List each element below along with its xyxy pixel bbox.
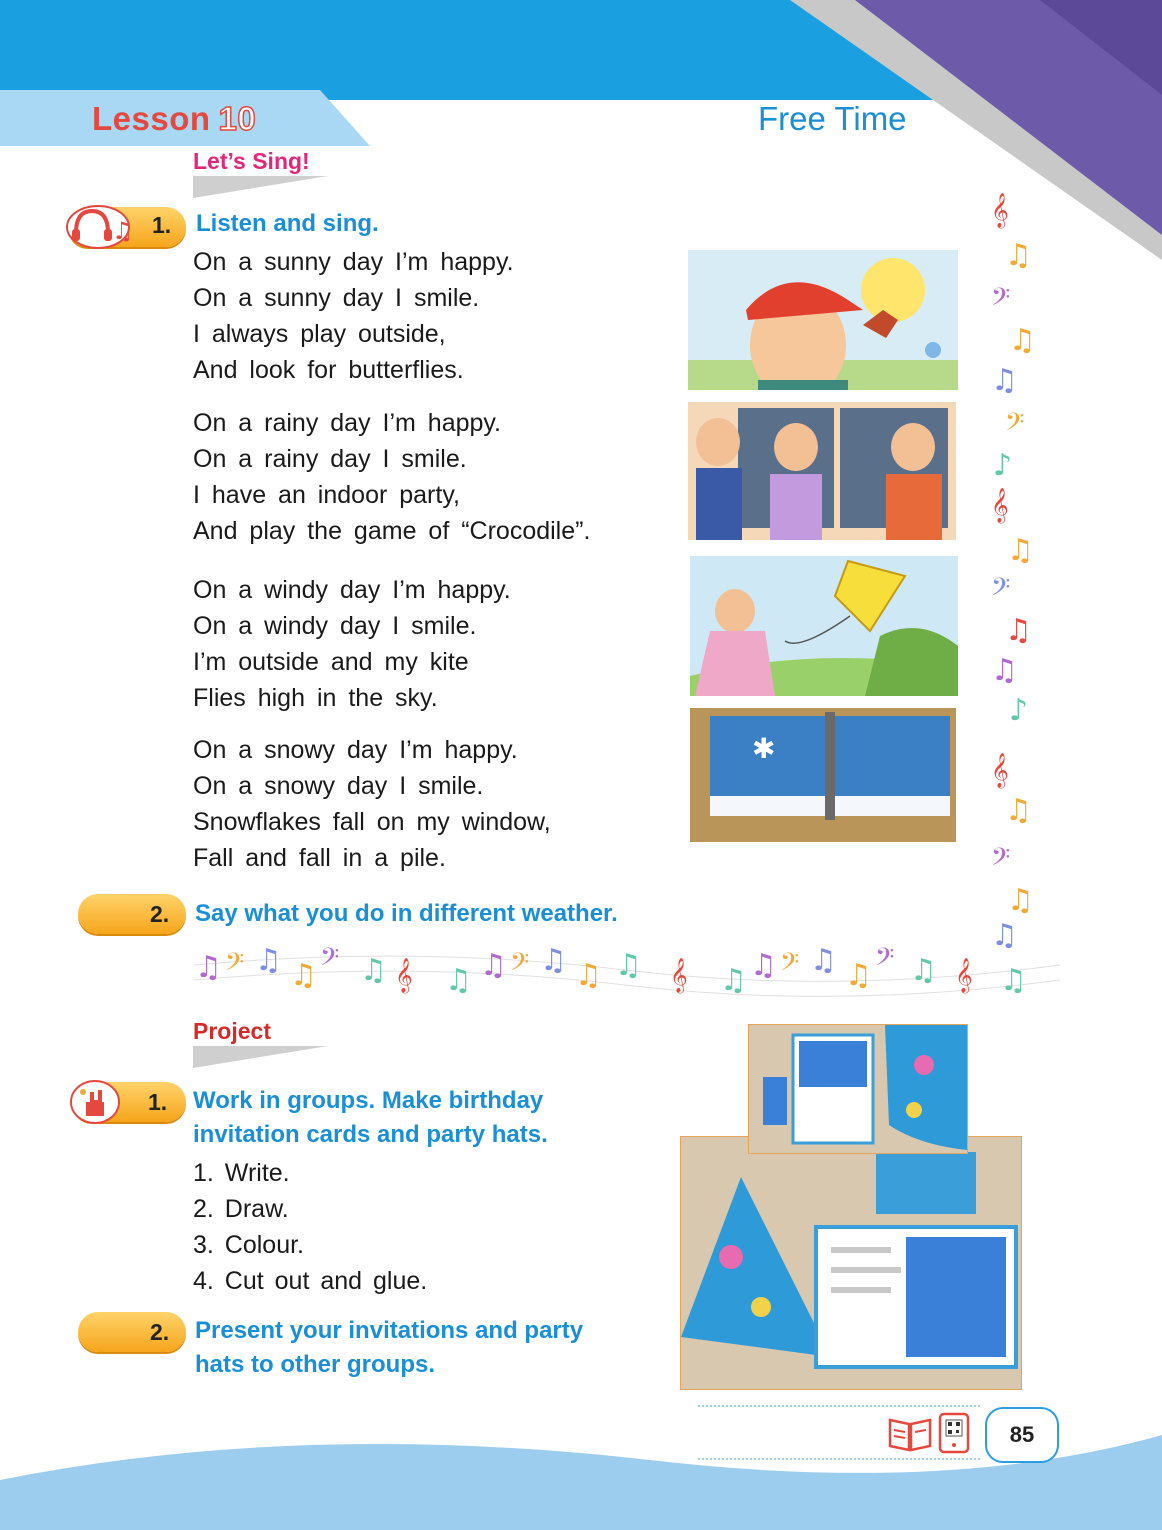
sunny-day-illustration [688, 250, 958, 390]
svg-text:♫: ♫ [1005, 613, 1032, 648]
verse-line: And look for butterflies. [193, 356, 464, 384]
svg-text:♫: ♫ [1007, 883, 1034, 918]
svg-text:𝄢: 𝄢 [225, 948, 245, 983]
svg-text:♪: ♪ [1009, 693, 1029, 728]
project-task1-line: invitation cards and party hats. [193, 1121, 548, 1148]
svg-text:𝄢: 𝄢 [1005, 408, 1025, 443]
project-task1-text [193, 1084, 548, 1152]
verse-line: On a snowy day I’m happy. [193, 736, 518, 764]
project-step: 3. Colour. [193, 1231, 305, 1259]
sing-task2-pill [78, 894, 186, 934]
svg-text:𝄞: 𝄞 [991, 488, 1009, 523]
verse-line: And play the game of “Crocodile”. [193, 517, 591, 545]
svg-text:✱: ✱ [752, 732, 776, 765]
lesson-topic: Free Time [758, 100, 907, 137]
project-section-title: Project [193, 1018, 271, 1044]
verse-sunny [193, 244, 514, 388]
project-steps [193, 1155, 427, 1299]
headphones-music-icon[interactable] [66, 205, 148, 249]
project-task1-line: Work in groups. Make birthday [193, 1087, 544, 1114]
svg-text:♫: ♫ [991, 363, 1018, 398]
footer-dotted-line [698, 1405, 980, 1407]
svg-text:𝄞: 𝄞 [955, 958, 973, 993]
lesson-label: Lesson [92, 100, 211, 137]
open-book-icon[interactable] [888, 1416, 932, 1452]
project-task1-number: 1. [148, 1089, 168, 1115]
verse-line: Flies high in the sky. [193, 684, 438, 712]
hand-craft-icon[interactable] [70, 1080, 120, 1124]
svg-text:𝄢: 𝄢 [320, 943, 340, 978]
svg-text:♪: ♪ [993, 448, 1013, 483]
svg-text:♫: ♫ [910, 953, 937, 988]
verse-line: Snowflakes fall on my window, [193, 808, 551, 836]
snowy-day-illustration [690, 708, 956, 842]
invitation-and-hat-photo [680, 1136, 1022, 1390]
svg-text:♫: ♫ [1007, 533, 1034, 568]
svg-text:♫: ♫ [991, 918, 1018, 950]
lesson-number: 10 [218, 100, 257, 137]
verse-line: On a windy day I smile. [193, 612, 477, 640]
svg-text:𝄢: 𝄢 [991, 283, 1011, 318]
verse-line: On a sunny day I’m happy. [193, 248, 514, 276]
project-title-underline [193, 1046, 328, 1068]
svg-text:♫: ♫ [540, 943, 567, 978]
svg-text:𝄞: 𝄞 [670, 958, 688, 993]
svg-text:𝄞: 𝄞 [395, 958, 413, 993]
svg-text:𝄞: 𝄞 [991, 753, 1009, 788]
sing-task1-number: 1. [152, 212, 172, 238]
svg-text:♫: ♫ [1000, 963, 1027, 998]
svg-text:♫: ♫ [1005, 238, 1032, 273]
page-number: 85 [985, 1407, 1059, 1463]
tablet-qr-icon[interactable] [936, 1412, 976, 1454]
project-task2-pill [78, 1312, 186, 1352]
verse-line: On a rainy day I smile. [193, 445, 467, 473]
project-task2-text [195, 1314, 583, 1382]
svg-text:♫: ♫ [195, 950, 222, 985]
svg-text:♫: ♫ [810, 943, 837, 978]
svg-text:♫: ♫ [720, 963, 747, 998]
svg-text:𝄢: 𝄢 [780, 948, 800, 983]
verse-line: On a sunny day I smile. [193, 284, 480, 312]
project-step: 2. Draw. [193, 1195, 289, 1223]
project-step: 1. Write. [193, 1159, 290, 1187]
svg-text:𝄞: 𝄞 [991, 193, 1009, 228]
project-task2-line: hats to other groups. [195, 1351, 435, 1378]
svg-text:♫: ♫ [991, 653, 1018, 688]
svg-text:♫: ♫ [615, 948, 642, 983]
verse-windy [193, 572, 511, 716]
rainy-day-illustration [688, 402, 956, 540]
svg-text:♫: ♫ [480, 948, 507, 983]
verse-line: I have an indoor party, [193, 481, 460, 509]
svg-text:𝄢: 𝄢 [991, 573, 1011, 608]
svg-text:♫: ♫ [290, 958, 317, 993]
svg-text:♫: ♫ [1009, 323, 1036, 358]
cards-photo [748, 1024, 968, 1154]
sing-task2-number: 2. [150, 901, 170, 927]
verse-line: On a rainy day I’m happy. [193, 409, 502, 437]
svg-text:𝄢: 𝄢 [875, 943, 895, 978]
lesson-title [92, 100, 256, 138]
svg-text:𝄢: 𝄢 [991, 843, 1011, 878]
svg-text:♫: ♫ [575, 958, 602, 993]
project-task2-line: Present your invitations and party [195, 1317, 584, 1344]
svg-text:𝄢: 𝄢 [510, 948, 530, 983]
music-notes-border-vertical [985, 170, 1055, 950]
verse-snowy [193, 732, 551, 876]
svg-text:♫: ♫ [1005, 793, 1032, 828]
verse-line: I’m outside and my kite [193, 648, 469, 676]
footer-dotted-line [698, 1458, 980, 1460]
svg-text:♫: ♫ [112, 217, 134, 245]
svg-text:♫: ♫ [445, 963, 472, 998]
project-step: 4. Cut out and glue. [193, 1267, 428, 1295]
windy-day-illustration [690, 556, 958, 696]
svg-text:♫: ♫ [255, 943, 282, 978]
verse-line: Fall and fall in a pile. [193, 844, 446, 872]
project-task2-number: 2. [150, 1319, 170, 1345]
sing-title-underline [193, 176, 328, 198]
svg-text:♫: ♫ [360, 953, 387, 988]
sing-task2-text: Say what you do in different weather. [195, 900, 618, 927]
svg-text:♫: ♫ [750, 948, 777, 983]
music-notes-border-horizontal [195, 935, 1060, 1005]
verse-line: On a snowy day I smile. [193, 772, 484, 800]
sing-task1-text: Listen and sing. [196, 210, 379, 237]
verse-rainy [193, 405, 590, 549]
sing-section-title: Let’s Sing! [193, 148, 310, 174]
verse-line: I always play outside, [193, 320, 446, 348]
svg-text:♫: ♫ [845, 958, 872, 993]
verse-line: On a windy day I’m happy. [193, 576, 511, 604]
